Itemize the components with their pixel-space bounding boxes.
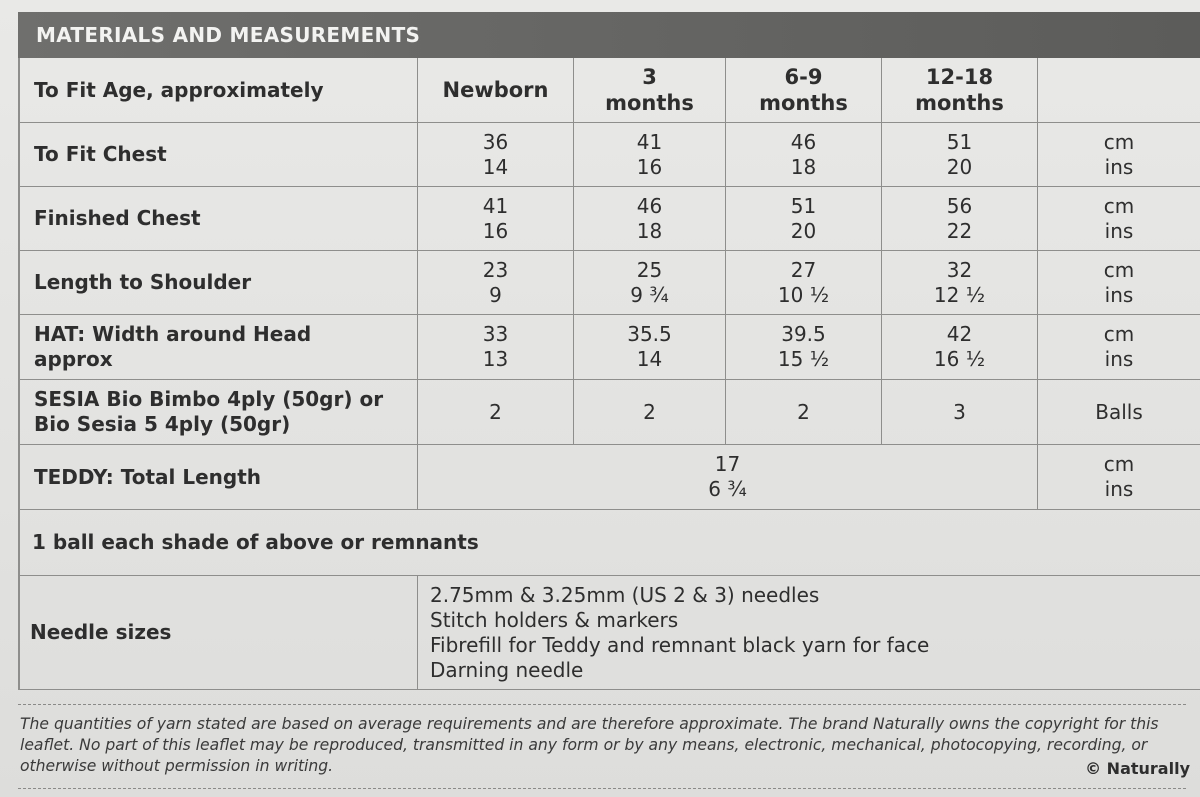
value-ins: 20 — [946, 154, 973, 179]
row-label-yarn — [18, 380, 418, 445]
row-label-text: SESIA Bio Bimbo 4ply (50gr) or — [34, 387, 384, 411]
value-cm: 51 — [946, 129, 973, 154]
value-ins: 18 — [790, 154, 817, 179]
value-cm: 41 — [636, 129, 663, 154]
shade-note — [18, 510, 1200, 576]
value-cell — [574, 123, 726, 187]
unit-header-empty — [1038, 58, 1200, 123]
unit-cm: cm — [1103, 322, 1135, 346]
value-ins: 16 ½ — [933, 347, 986, 371]
value-cm: 51 — [790, 193, 817, 218]
value-cell — [574, 251, 726, 315]
value-cm: 39.5 — [781, 322, 826, 346]
value-ins: 12 ½ — [933, 282, 986, 307]
unit-cm: cm — [1103, 193, 1135, 218]
row-label-text: TEDDY: Total Length — [34, 464, 262, 489]
value-cell — [418, 380, 574, 445]
unit-balls: Balls — [1095, 399, 1143, 424]
unit-cell — [1038, 187, 1200, 251]
column-line1: 3 — [642, 65, 657, 89]
value-cell — [726, 380, 882, 445]
value-cm: 33 — [482, 322, 509, 346]
value-cell — [882, 315, 1038, 380]
section-title: MATERIALS AND MEASUREMENTS — [18, 12, 1200, 58]
age-label: To Fit Age, approximately — [18, 58, 418, 123]
column-line1: 6-9 — [784, 65, 823, 89]
value-ins: 22 — [946, 218, 973, 243]
unit-cm: cm — [1103, 257, 1135, 282]
value-ins: 9 — [489, 282, 502, 307]
value-cm: 46 — [790, 129, 817, 154]
value-cell — [418, 123, 574, 187]
value-cell — [418, 187, 574, 251]
row-label-text: To Fit Chest — [34, 142, 167, 166]
list-item: 2.75mm & 3.25mm (US 2 & 3) needles — [430, 582, 820, 607]
copyright: © Naturally — [1085, 759, 1190, 778]
value-cell — [726, 123, 882, 187]
divider-top — [18, 704, 1186, 705]
value-cm: 41 — [482, 193, 509, 218]
column-line1: Newborn — [442, 78, 549, 102]
value-cm: 35.5 — [627, 322, 672, 346]
column-line2: months — [605, 91, 694, 115]
needle-items — [418, 576, 1200, 690]
value-ins: 18 — [636, 218, 663, 243]
value-balls: 3 — [953, 399, 966, 424]
row-label-finished-chest — [18, 187, 418, 251]
disclaimer: The quantities of yarn stated are based on average requirements and are therefore approximate. The brand Naturally owns the copyright for this leaflet. No part of this leaflet may be reproduced, transmitted in any form or by any means, electronic, mechanical, photocopying, recording, or otherwise without permission in writing. — [20, 715, 1159, 775]
unit-cm: cm — [1103, 129, 1135, 154]
row-label-length-to-shoulder — [18, 251, 418, 315]
unit-ins: ins — [1104, 347, 1134, 371]
value-balls: 2 — [643, 399, 656, 424]
teddy-value-cell — [418, 445, 1038, 510]
row-label-text-2: Bio Sesia 5 4ply (50gr) — [34, 412, 291, 436]
unit-ins: ins — [1104, 477, 1134, 501]
unit-cell — [1038, 380, 1200, 445]
value-cm: 23 — [482, 257, 509, 282]
value-ins: 14 — [636, 347, 663, 371]
row-label-text: HAT: Width around Head — [34, 322, 312, 346]
measurements-table — [18, 58, 1200, 690]
value-ins: 20 — [790, 218, 817, 243]
value-cm: 17 — [714, 452, 741, 476]
value-cell — [882, 187, 1038, 251]
value-ins: 6 ¾ — [708, 477, 747, 501]
value-cell — [882, 123, 1038, 187]
shade-note-text: 1 ball each shade of above or remnants — [32, 530, 479, 554]
list-item: Fibrefill for Teddy and remnant black yarn for face — [430, 632, 930, 657]
divider-bottom — [18, 788, 1186, 789]
row-label-needle-sizes — [18, 576, 418, 690]
column-newborn — [418, 58, 574, 123]
value-cm: 42 — [946, 322, 973, 346]
value-cell — [418, 315, 574, 380]
value-cm: 27 — [790, 257, 817, 282]
column-line1: 12-18 — [925, 65, 994, 89]
value-cm: 56 — [946, 193, 973, 218]
value-cell — [418, 251, 574, 315]
unit-cell — [1038, 123, 1200, 187]
unit-cell — [1038, 445, 1200, 510]
value-cm: 32 — [946, 257, 973, 282]
unit-cell — [1038, 251, 1200, 315]
value-ins: 15 ½ — [777, 347, 830, 371]
row-label-text: Finished Chest — [34, 206, 201, 230]
row-label-text-2: approx — [34, 347, 113, 371]
column-12-18-months — [882, 58, 1038, 123]
column-3-months — [574, 58, 726, 123]
value-cell — [574, 380, 726, 445]
unit-ins: ins — [1104, 282, 1134, 307]
value-cell — [574, 315, 726, 380]
unit-ins: ins — [1104, 154, 1134, 179]
value-ins: 14 — [482, 154, 509, 179]
value-balls: 2 — [489, 399, 502, 424]
value-cm: 25 — [636, 257, 663, 282]
value-cell — [882, 380, 1038, 445]
list-item: Stitch holders & markers — [430, 607, 679, 632]
value-cell — [726, 315, 882, 380]
column-6-9-months — [726, 58, 882, 123]
value-ins: 16 — [636, 154, 663, 179]
value-balls: 2 — [797, 399, 810, 424]
list-item: Darning needle — [430, 657, 584, 682]
unit-ins: ins — [1104, 218, 1134, 243]
column-line2: months — [759, 91, 848, 115]
value-ins: 9 ¾ — [630, 282, 669, 307]
value-ins: 10 ½ — [777, 282, 830, 307]
value-cell — [574, 187, 726, 251]
column-line2: months — [915, 91, 1004, 115]
row-label-text: Needle sizes — [30, 620, 172, 644]
value-cell — [882, 251, 1038, 315]
value-cell — [726, 251, 882, 315]
unit-cm: cm — [1103, 452, 1135, 476]
value-cm: 36 — [482, 129, 509, 154]
row-label-teddy — [18, 445, 418, 510]
value-cm: 46 — [636, 193, 663, 218]
row-label-hat-width — [18, 315, 418, 380]
value-ins: 16 — [482, 218, 509, 243]
row-label-to-fit-chest — [18, 123, 418, 187]
unit-cell — [1038, 315, 1200, 380]
row-label-text: Length to Shoulder — [34, 270, 252, 294]
value-ins: 13 — [482, 347, 509, 371]
value-cell — [726, 187, 882, 251]
